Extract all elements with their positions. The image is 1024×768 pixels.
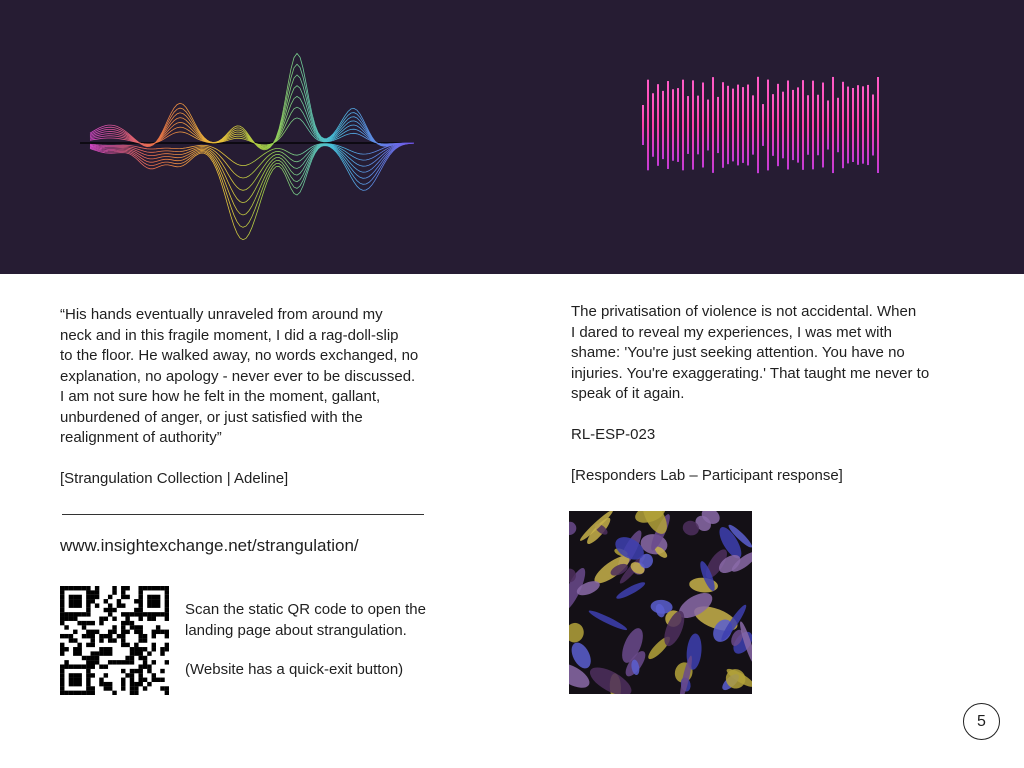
spectrum-bar bbox=[657, 84, 659, 166]
spectrum-bar bbox=[682, 80, 684, 171]
spectrum-bar bbox=[742, 87, 744, 163]
spectrum-bar bbox=[642, 105, 644, 145]
spectrum-bar bbox=[747, 85, 749, 166]
quote-source: [Strangulation Collection | Adeline] bbox=[60, 470, 289, 487]
participant-code: RL-ESP-023 bbox=[571, 426, 656, 443]
spectrum-bar bbox=[652, 93, 654, 156]
spectrum-bar bbox=[697, 96, 699, 155]
spectrum-bar bbox=[757, 77, 759, 173]
spectrum-bar bbox=[667, 81, 669, 169]
spectrum-bar bbox=[782, 92, 784, 159]
spectrum-bar bbox=[837, 98, 839, 152]
page-number-label: 5 bbox=[977, 712, 986, 730]
website-link[interactable]: www.insightexchange.net/strangulation/ bbox=[60, 536, 359, 555]
spectrum-bar bbox=[712, 77, 714, 173]
pink-audio-spectrum-graphic bbox=[642, 77, 879, 173]
spectrum-bar bbox=[762, 104, 764, 146]
survivor-quote: “His hands eventually unraveled from around my neck and in this fragile moment, I did a rag-doll-slip to the floor. He walked away, no words exchanged, no explanation, no apology - never ever to be discussed. I am not sure how he felt in the moment, gallant, unburdened of anger, or just satisfied with the realignment of authority” bbox=[60, 306, 419, 446]
spectrum-bar bbox=[877, 77, 879, 173]
spectrum-bar bbox=[812, 81, 814, 170]
spectrum-bar bbox=[732, 89, 734, 162]
page-number bbox=[963, 703, 1000, 740]
participant-statement: The privatisation of violence is not accidental. When I dared to reveal my experiences, I was met with shame: 'You're just seeking attention. You have no injuries. You're exaggerating.' That taught me never to speak of it again. bbox=[571, 303, 930, 402]
spectrum-bar bbox=[842, 82, 844, 168]
spectrum-bar bbox=[857, 85, 859, 165]
spectrum-bar bbox=[827, 100, 829, 149]
spectrum-bar bbox=[847, 87, 849, 164]
spectrum-bar bbox=[752, 95, 754, 154]
spectrum-bar bbox=[687, 96, 689, 154]
spectrum-bar bbox=[772, 94, 774, 156]
spectrum-bar bbox=[672, 89, 674, 160]
rainbow-soundwave-graphic bbox=[0, 0, 1024, 274]
spectrum-bar bbox=[702, 83, 704, 168]
spectrum-bar bbox=[777, 84, 779, 166]
spectrum-bar bbox=[662, 91, 664, 159]
spectrum-bar bbox=[727, 86, 729, 164]
spectrum-bar bbox=[707, 100, 709, 151]
spectrum-bar bbox=[797, 87, 799, 162]
quick-exit-note: (Website has a quick-exit button) bbox=[185, 661, 404, 678]
spectrum-bar bbox=[852, 88, 854, 162]
spectrum-bar bbox=[832, 77, 834, 173]
spectrum-bar bbox=[822, 83, 824, 168]
spectrum-bar bbox=[717, 97, 719, 153]
spectrum-bar bbox=[787, 80, 789, 169]
spectrum-bar bbox=[767, 80, 769, 171]
qr-code-icon[interactable] bbox=[60, 586, 169, 695]
spectrum-bar bbox=[692, 80, 694, 169]
statement-source: [Responders Lab – Participant response] bbox=[571, 467, 843, 484]
spectrum-bar bbox=[862, 86, 864, 163]
spectrum-bar bbox=[817, 95, 819, 156]
spectrum-bar bbox=[792, 90, 794, 160]
spectrum-bar bbox=[872, 95, 874, 156]
qr-instructions: Scan the static QR code to open the landing page about strangulation. bbox=[185, 601, 426, 639]
spectrum-bar bbox=[647, 80, 649, 171]
spectrum-bar bbox=[802, 80, 804, 170]
spectrum-bar bbox=[722, 82, 724, 168]
hero-banner bbox=[0, 0, 1024, 274]
spectrum-bar bbox=[737, 85, 739, 166]
spectrum-bar bbox=[867, 85, 869, 165]
leaf-pattern-image bbox=[569, 511, 752, 694]
spectrum-bar bbox=[677, 88, 679, 162]
spectrum-bar bbox=[807, 95, 809, 155]
divider bbox=[62, 514, 424, 515]
